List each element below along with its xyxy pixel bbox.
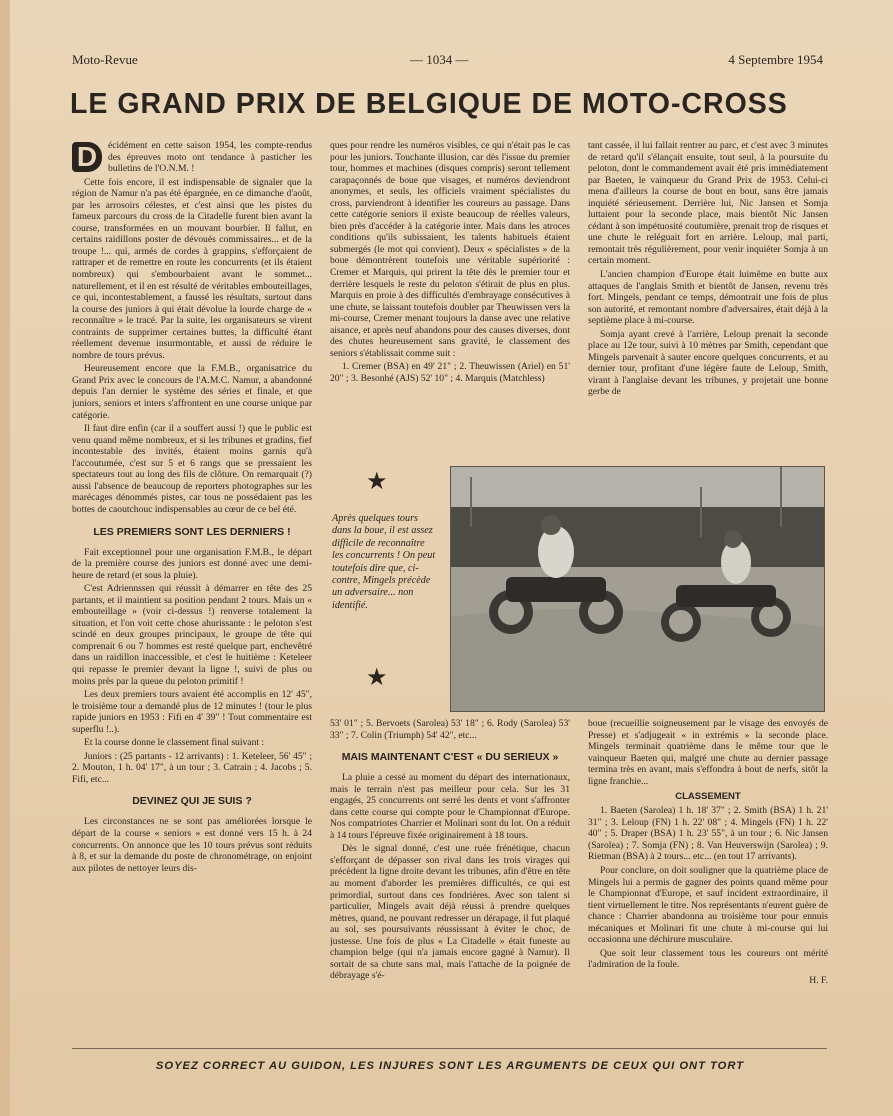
section-heading: MAIS MAINTENANT C'EST « DU SERIEUX » — [341, 751, 559, 764]
paragraph: L'ancien champion d'Europe était luimême en butte aux attaques de l'anglais Smith et bientôt de Jansen, revenu très fort. Mingels, pendant ce temps, démontrait une fois de plus son autorité, et remontant nombre d'adversaires, était déjà à la septième place à mi-course. — [588, 269, 828, 327]
classement-heading: CLASSEMENT — [675, 791, 741, 803]
senior-results: 1. Cremer (BSA) en 49' 21" ; 2. Theuwissen (Ariel) en 51' 20" ; 3. Besonhé (AJS) 52' 10" ; 4. Marquis (Matchless) — [330, 361, 570, 384]
paragraph: La pluie a cessé au moment du départ des internationaux, mais le terrain n'est pas meilleur pour cela. Sur les 31 engagés, 25 concurrents ont serré les dents et vont s'affronter dans cette course qui compte pour le Championnat d'Europe. Nos compatriotes Charrier et Molinari sont du lot. On a réduit à 14 tours l'épreuve fixée originairement à 18 tours. — [330, 772, 570, 841]
paragraph: Cette fois encore, il est indispensable de signaler que la région de Namur n'a pas été épargnée, en ce dimanche d'août, par les arrosoirs célestes, et c'est ainsi que les pistes du fameux parcours du cross de la Citadelle furent bien avant la course, transformées en un mouvant bourbier. Il fallut, en certains raidillons poster de dévoués commissaires... et de la troupe !... qui, armés de cordes à grappins, s'efforçaient de rattraper et de remettre en route les concurrents (et ils étaient nombreux) qui s'embourbaient avant le sommet... naturellement, et il en est résulté de véritables embouteillages, ce qui, incontestablement, a faussé les résultats, surtout dans la course des juniors à qui était dévolue la lourde charge de « reconnaître » le tracé. Par la suite, les organisateurs se virent contraints de supprimer certaines buttes, la difficulté étant réellement devenue insurmontable, et aussi de réduire le nombre de tours prévus. — [72, 176, 312, 361]
drop-cap: D — [72, 142, 102, 172]
paragraph: Que soit leur classement tous les coureurs ont mérité l'admiration de la foule. — [588, 947, 828, 971]
final-results: 1. Baeten (Sarolea) 1 h. 18' 37" ; 2. Smith (BSA) 1 h. 21' 31" ; 3. Leloup (FN) 1 h. 22' 08" ; 4. Mingels (FN) 1 h. 22' 40" ; 5. Draper (BSA) 1 h. 23' 55", à un tour ; 6. Nic Jansen (Sarolea) ; 7. Somja (FN) ; 8. Van Heuverswijn (Sarolea) ; 9. Rietman (BSA) à 2 tours... etc... (en tout 17 arrivants). — [588, 805, 828, 863]
paragraph: Et la course donne le classement final suivant : — [84, 737, 265, 749]
paragraph: tant cassée, il lui fallait rentrer au parc, et c'est avec 3 minutes de retard qu'il s'élançait ensuite, tout seul, à la poursuite du peloton, dont le commandement avait été pris immédiatement par Baeten, le vainqueur du Grand Prix de 1953. Celui-ci mena d'ailleurs la course de bout en bout, sans être jamais inquiété sérieusement. Derrière lui, Nic Jansen et Somja luttaient pour la seconde place, mais bientôt Nic Jansen cédant à son impétuosité coutumière, prenait trop de risques et une chute le reléguait fort en arrière. Leloup, mal parti, remontait très régulièrement, pour venir inquiéter Somja à un certain moment. — [588, 140, 828, 267]
column-3-bottom — [588, 718, 828, 1048]
paragraph: Les circonstances ne se sont pas améliorées lorsque le départ de la course « seniors » est donné vers 15 h. à 24 concurrents. On annonce que les 10 tours prévus sont réduits à 8, et sur la demande du poste de chronométrage, on enjoint aux pilotes de nettoyer leurs dis- — [72, 816, 312, 874]
paragraph: Pour conclure, on doit souligner que la quatrième place de Mingels lui a permis de gagner des points quand même pour le Championnat d'Europe, et sauf incident extraordinaire, il tient virtuellement le titre. Nos représentants n'eurent guère de chance : Charrier abandonna au troisième tour pour ennuis mécaniques et Molinari fit une chute à mi-course qui lui occasionna une déchirure musculaire. — [588, 865, 828, 946]
paragraph: Fait exceptionnel pour une organisation F.M.B., le départ de la première course des juniors est donné avec une demi-heure de retard (et sous la pluie). — [72, 546, 312, 581]
footer-slogan: SOYEZ CORRECT AU GUIDON, LES INJURES SONT LES ARGUMENTS DE CEUX QUI ONT TORT — [155, 1060, 745, 1072]
star-ornament: ★ — [366, 665, 388, 691]
paragraph: Les deux premiers tours avaient été accomplis en 12' 45", le troisième tour a demandé plus de 12 minutes ! (tour le plus rapide juniors en 1953 : Fifi en 4' 39" ! Tout commentaire est superflu !..). — [72, 689, 312, 735]
photo-caption: Après quelques tours dans la boue, il est assez difficile de reconnaître les concurrents ! On peut toutefois dire que, ci-contre, Mingels précède un adversaire... non identifié. — [332, 513, 436, 611]
article-title: LE GRAND PRIX DE BELGIQUE DE MOTO-CROSS — [70, 88, 788, 120]
paragraph: boue (recueillie soigneusement par le visage des envoyés de Presse) et s'adjugeait « in extrémis » la seconde place. Mingels terminait quatrième dans le même tour que le vainqueur Baeten qui, malgré une chute au dernier passage termina très en avant, mais s'effondra à bout de nerfs, sitôt la ligne franchie... — [588, 718, 828, 787]
paragraph: Dès le signal donné, c'est une ruée frénétique, chacun s'efforçant de dépasser son rival dans les trois virages qui précèdent la ligne droite devant les tribunes, afin d'être en tête au moment d'aborder les premières difficultés, ce qui est primordial, surtout dans ces fondrières. Avec son talent si particulier, Mingels avait déjà réussi à prendre quelques mètres, quand, ne pouvant redresser un dérapage, il fut plaqué au sol, ses poursuivants réussissant à éviter le choc, de justesse. Une fois de plus « La Citadelle » était funeste au champion belge (qui n'a jamais encore gagné à Namur). Il sortait de sa chute sans mal, mais l'attache de la poignée de débrayage s'é- — [330, 843, 570, 982]
intro-paragraph: D écidément en cette saison 1954, les compte-rendus des épreuves moto ont tendance à pasticher les bulletins de l'O.N.M. ! — [72, 140, 312, 175]
column-3-top — [588, 140, 828, 458]
issue-date: 4 Septembre 1954 — [728, 52, 823, 67]
section-heading: LES PREMIERS SONT LES DERNIERS ! — [93, 525, 291, 538]
column-2-bottom — [330, 718, 570, 1048]
magazine-name: Moto-Revue — [72, 52, 138, 67]
paragraph: ques pour rendre les numéros visibles, ce qui n'était pas le cas pour les juniors. Touchante illusion, car dès l'issue du premier tour, hommes et machines (disques compris) seront tellement carapaçonnés de boue que visages, et numéros deviendront anonymes, et seuls, les officiels vraiment spécialistes du cross, parviendront à identifier les coureurs au passage. Dans cette catégorie seniors il existe beaucoup de réelles valeurs, bien près d'accéder à la catégorie inter. Mais dans les atroces conditions qu'ils subissaient, les talents habituels étaient submergés (le mot qui convient). Deux « spécialistes » de la boue démontrèrent toutefois une véritable supériorité : Cremer et Marquis, qui prirent la tête dès le premier tour et derrière lesquels le reste du peloton s'étirait de plus en plus. Marquis en proie à des difficultés d'embrayage consécutives à une chute, se laissant toutefois doubler par Theuwissen vers la mi-course, Cremer menant toujours la danse avec une relative aisance, et après neuf abandons pour des causes diverses, dont des chutes heureusement sans gravité, le classement des seniors s'établissait comme suit : — [330, 140, 570, 359]
author-signature: H. F. — [809, 974, 828, 986]
race-photo — [450, 466, 825, 712]
paragraph: Somja ayant crevé à l'arrière, Leloup prenait la seconde place au 12e tour, suivi à 10 mètres par Smith, cependant que Mingels parvenait à sauter encore quelques concurrents, et au dernier tour, profitant d'une légère faute de Leloup, Smith, virant à l'anglaise devant les tribunes, y projetait une bonne gerbe de — [588, 328, 828, 398]
footer-rule — [72, 1048, 827, 1049]
page-edge — [0, 0, 10, 1116]
column-1 — [72, 140, 312, 1045]
star-ornament: ★ — [366, 469, 388, 495]
section-heading: DEVINEZ QUI JE SUIS ? — [132, 795, 252, 808]
page-number: — 1034 — — [410, 52, 469, 67]
motocross-photo-illustration — [451, 467, 825, 712]
paragraph: C'est Adriennssen qui réussit à démarrer en tête des 25 partants, et il maintient sa position pendant 2 tours. Mais un « embouteillage » (voir ci-dessus !) renverse totalement la situation, et l'on voit cette chose ahurissante : le peloton s'est scindé en deux groupes principaux, le groupe de tête qui comprenait 6 ou 7 hommes est resté quelque part, enchevêtré dans un raidillon inaccessible, et c'est le huitième : Keteleer qui repasse le premier devant la ligne !, suivi de plus ou moins près par la queue du peloton primitif ! — [72, 583, 312, 687]
paragraph: Il faut dire enfin (car il a souffert aussi !) que le public est venu quand même nombreux, et si les tribunes et gradins, fief incontestable des invités, étaient moins garnis qu'à l'accoutumée, c'est sur 5 et 6 rangs que se pressaient les spectateurs tout au long des fils de clôture. On remarquait (?) aussi l'absence de beaucoup de reporters photographes sur les marécages dénommés pistes, car tous ne possédaient pas les bottes de caoutchouc indispensables au cœur de ce bel été. — [72, 423, 312, 515]
column-2-top — [330, 140, 570, 458]
page-header — [72, 52, 823, 70]
senior-results-continued: 53' 01" ; 5. Bervoets (Sarolea) 53' 18" ; 6. Rody (Sarolea) 53' 33" ; 7. Colin (Triumph) 54' 42", etc... — [330, 718, 570, 741]
junior-results: Juniors : (25 partants - 12 arrivants) : 1. Keteleer, 56' 45" ; 2. Mouton, 1 h. 04' 17", à un tour ; 3. Catrain ; 4. Jacobs ; 5. Fifi, etc... — [72, 750, 312, 785]
paragraph: Heureusement encore que la F.M.B., organisatrice du Grand Prix avec le concours de l'A.M.C. Namur, a abandonné depuis l'an dernier le système des séries et finale, et que juniors, seniors et inters s'affrontent en une course unique par catégorie. — [72, 363, 312, 421]
